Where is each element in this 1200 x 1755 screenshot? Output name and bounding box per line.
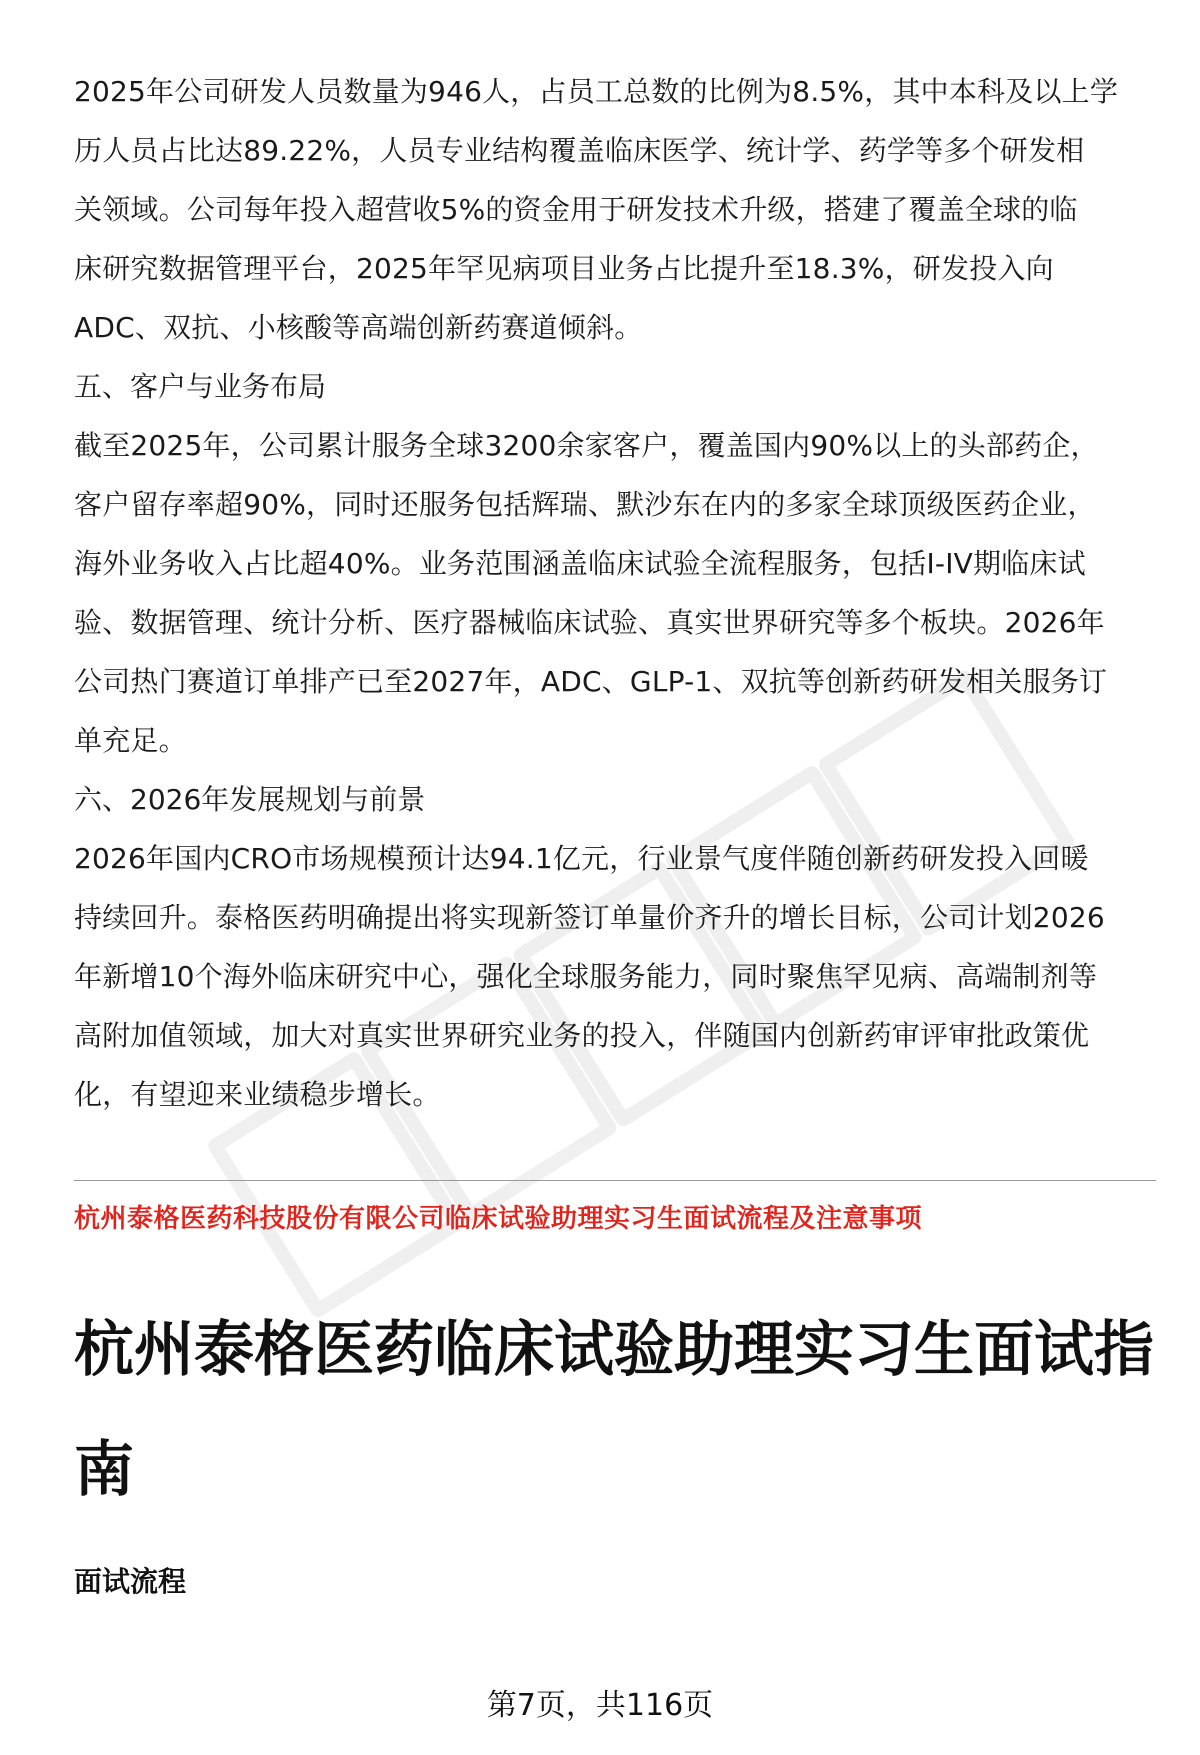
main-title	[74, 1290, 1164, 1530]
text-line: ADC、双抗、小核酸等高端创新药赛道倾斜。	[74, 311, 643, 344]
text-line: 化，有望迎来业绩稳步增长。	[74, 1078, 441, 1111]
text-line: 2026年国内CRO市场规模预计达94.1亿元，行业景气度伴随创新药研发投入回暖	[74, 842, 1089, 875]
text-line: 验、数据管理、统计分析、医疗器械临床试验、真实世界研究等多个板块。2026年	[74, 606, 1105, 639]
page-number-footer: 第7页，共116页	[486, 1688, 714, 1723]
text-line: 持续回升。泰格医药明确提出将实现新签订单量价齐升的增长目标，公司计划2026	[74, 901, 1105, 934]
paragraph-rd-staff	[74, 62, 1156, 357]
section-heading-customers: 五、客户与业务布局	[74, 370, 327, 403]
text-line: 海外业务收入占比超40%。业务范围涵盖临床试验全流程服务，包括I-IV期临床试	[74, 547, 1086, 580]
paragraph-outlook	[74, 829, 1156, 1124]
text-line: 关领域。公司每年投入超营收5%的资金用于研发技术升级，搭建了覆盖全球的临	[74, 193, 1078, 226]
text-line: 2025年公司研发人员数量为946人，占员工总数的比例为8.5%，其中本科及以上学	[74, 75, 1119, 108]
text-line: 公司热门赛道订单排产已至2027年，ADC、GLP-1、双抗等创新药研发相关服务订	[74, 665, 1108, 698]
subheading-interview-process: 面试流程	[74, 1565, 187, 1598]
text-line: 床研究数据管理平台，2025年罕见病项目业务占比提升至18.3%，研发投入向	[74, 252, 1054, 285]
text-line: 单充足。	[74, 724, 187, 757]
text-line: 历人员占比达89.22%，人员专业结构覆盖临床医学、统计学、药学等多个研发相	[74, 134, 1085, 167]
main-title-line: 南	[74, 1435, 134, 1505]
paragraph-customers	[74, 416, 1156, 770]
section-divider	[74, 1180, 1156, 1181]
text-line: 客户留存率超90%，同时还服务包括辉瑞、默沙东在内的多家全球顶级医药企业，	[74, 488, 1096, 521]
main-title-line: 杭州泰格医药临床试验助理实习生面试指	[74, 1315, 1154, 1385]
section-heading-outlook: 六、2026年发展规划与前景	[74, 783, 426, 816]
text-line: 截至2025年，公司累计服务全球3200余家客户，覆盖国内90%以上的头部药企，	[74, 429, 1099, 462]
red-section-title: 杭州泰格医药科技股份有限公司临床试验助理实习生面试流程及注意事项	[74, 1204, 923, 1234]
body-content	[74, 62, 1156, 1124]
text-line: 年新增10个海外临床研究中心，强化全球服务能力，同时聚焦罕见病、高端制剂等	[74, 960, 1098, 993]
text-line: 高附加值领域，加大对真实世界研究业务的投入，伴随国内创新药审评审批政策优	[74, 1019, 1090, 1052]
